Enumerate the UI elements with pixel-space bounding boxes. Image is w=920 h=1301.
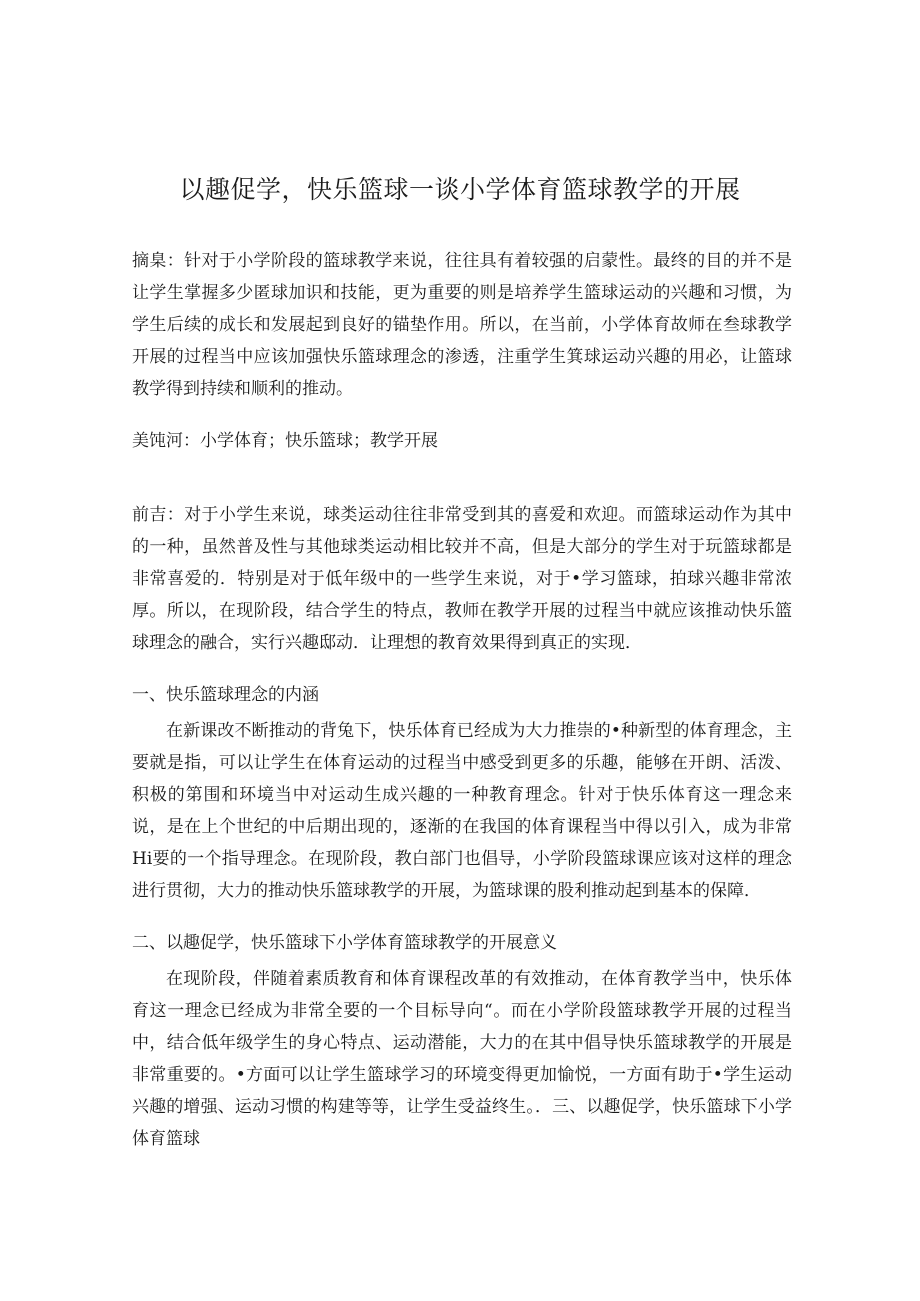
abstract-paragraph: 摘臬：针对于小学阶段的篮球教学来说，往往具有着较强的启蒙性。最终的目的并不是让学生掌握多少匿球加识和技能，更为重要的则是培养学生篮球运动的兴趣和习惯，为学生后续的成长和发展起到良好的锚垫作用。所以，在当前，小学体育故师在叁球教学开展的过程当中应该加强快乐篮球理念的渗透，注重学生箕球运动兴趣的用必，让篮球教学得到持续和顺利的推动。 [132,251,792,399]
keywords-line: 美饨河：小学体育；快乐篮球；教学开展 [132,431,438,451]
preface-paragraph: 前吉：对于小学生来说，球类运动往往非常受到其的喜爱和欢迎。而篮球运动作为其中的一种，虽然普及性与其他球类运动相比较并不高，但是大部分的学生对于玩篮球都是非常喜爱的．特别是对于低年级中的一些学生来说，对于•学习篮球，拍球兴趣非常浓厚。所以，在现阶段，结合学生的特点，教师在教学开展的过程当中就应该推动快乐篮球理念的融合，实行兴趣邸动．让理想的教育效果得到真正的实现． [132,505,792,653]
section-paragraph-2: 在现阶段，伴随着素质教育和体育课程改革的有效推动，在体育教学当中，快乐体育这一理念已经成为非常全要的一个目标导向“。而在小学阶段篮球教学开展的过程当中，结合低年级学生的身心特点、运动潜能，大力的在其中倡导快乐篮球教学的开展是非常重要的。•方面可以让学生篮球学习的环境变得更加愉悦，一方面有助于•学生运动兴趣的增强、运动习惯的构建等等，让学生受益终生。．三、以趣促学，快乐篮球下小学体育篮球 [132,969,792,1149]
section-heading-1: 一、快乐篮球理念的内涵 [132,685,319,705]
section-heading-2: 二、以趣促学，快乐篮球下小学体育篮球教学的开展意义 [132,933,557,953]
section-paragraph-1: 在新课改不断推动的背兔下，快乐体育已经成为大力推崇的•种新型的体育理念，主要就是指，可以让学生在体育运动的过程当中感受到更多的乐趣，能够在开朗、活泼、积极的第围和环境当中对运动生成兴趣的一种教育理念。针对于快乐体育这一理念来说，是在上个世纪的中后期出现的，逐渐的在我国的体育课程当中得以引入，成为非常Hi要的一个指导理念。在现阶段，教白部门也倡导，小学阶段篮球课应该对这样的理念进行贯彻，大力的推动快乐篮球教学的开展，为篮球课的股利推动起到基本的保障． [132,721,792,901]
document-title: 以趣促学，快乐篮球一谈小学体育篮球教学的开展 [179,175,741,204]
